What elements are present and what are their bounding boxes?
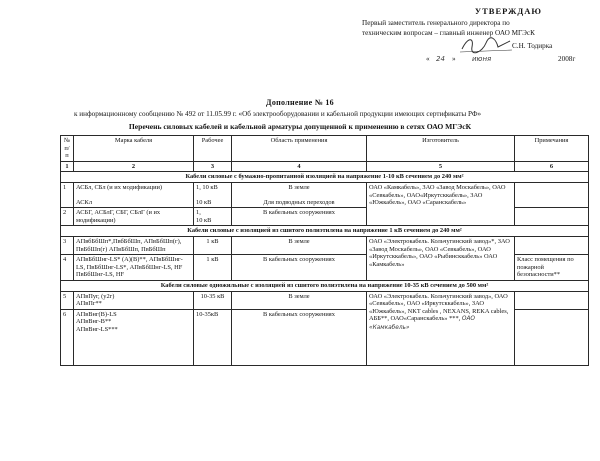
section-2-title: Кабели силовые с изоляцией из сшитого полиэтилена на напряжение 1 кВ сечением до 240 мм² [61, 226, 589, 237]
row-num: 6 [61, 309, 74, 365]
row-note [515, 291, 589, 309]
table-row [61, 291, 589, 309]
row-mark-line: АПвВнг-В** [76, 318, 112, 326]
date-open-quote: « [426, 55, 430, 63]
section-3-title: Кабели силовые одножильные с изоляцией из сшитого полиэтилена на напряжение 10-35 кВ сечением до 500 мм² [61, 280, 589, 291]
row-num: 4 [61, 255, 74, 281]
col-number: 4 [232, 161, 367, 172]
row-area: В земле [232, 236, 367, 254]
col-number: 6 [515, 161, 589, 172]
table-row [61, 182, 589, 207]
date-close-quote: » [452, 55, 456, 63]
row-maker [367, 291, 515, 365]
row-num: 3 [61, 236, 74, 254]
signature-icon [458, 35, 514, 55]
row-mark: АПвБбШнг-LS* (А)(В)**, АПвБбШнг-LS, ПвБбШнг-LS*, АПвБбШнг-LS, HF ПвБбШнг-LS, HF [74, 255, 194, 281]
row-voltage [194, 182, 232, 207]
row-voltage: 1 кВ [194, 236, 232, 254]
section-row [61, 280, 589, 291]
row-maker: ОАО «Электрокабель. Кольчугинский завод»*, ЗАО «Завод Москабель», ОАО «Севкабель», ОАО «Иркутсккабель», ОАО «Рыбинсккабель» ОАО «Камкабель» [367, 236, 515, 280]
row-maker-text: ОАО «Электрокабель. Кольчугинский завод», ОАО «Севкабель», ОАО «Иркутсккабель», ЗАО «Южкабель», NKT cables , NEXANS, REKA cables, АББ**, ОАО«Саранскабель» ***, [369, 292, 509, 323]
row-mark: АПвбБбШп*,ПвбБбШп, АПвБбШп(г), ПвБбШп(г) АПвБбШп, ПвБбШп [74, 236, 194, 254]
row-mark-line: АПвПг** [76, 300, 102, 308]
row-area-line: Для подводных переходов [263, 198, 335, 206]
row-voltage [194, 208, 232, 226]
approval-line-1: Первый заместитель генерального директора по [362, 19, 510, 27]
header-voltage: Рабочее [194, 136, 232, 162]
row-num: 2 [61, 208, 74, 226]
row-area: В кабельных сооружениях [232, 208, 367, 226]
header-note: Примечания [515, 136, 589, 162]
col-number: 1 [61, 161, 74, 172]
row-mark [74, 309, 194, 365]
row-voltage: 10-35 кВ [194, 291, 232, 309]
row-mark [74, 182, 194, 207]
row-mark: АСБГ, АСБлГ, СБГ, СБлГ (и их модификации) [74, 208, 194, 226]
date-month: июня [472, 55, 492, 63]
section-1-title: Кабели силовые с бумажно-пропитанной изоляцией на напряжение 1-10 кВ сечением до 240 мм² [61, 172, 589, 183]
row-voltage-line: 10 кВ [196, 198, 212, 206]
table-row [61, 236, 589, 254]
row-note [515, 309, 589, 365]
row-note: Класс помещения по пожарной безопасности** [515, 255, 589, 281]
date-year: 2008г [558, 55, 576, 63]
signature-row [362, 41, 590, 53]
row-voltage-line: 1, [196, 209, 201, 217]
reference-line: к информационному сообщению № 492 от 11.05.99 г. «Об электрооборудовании и кабельной продукции имеющих сертификаты РФ» [74, 110, 482, 118]
approval-title: УТВЕРЖДАЮ [474, 6, 542, 16]
row-area: В кабельных сооружениях [232, 255, 367, 281]
col-number: 5 [367, 161, 515, 172]
section-row [61, 226, 589, 237]
row-mark-line: АСБл, СБл (и их модификации) [76, 183, 163, 191]
row-mark-line: АПвВнг-LS*** [76, 325, 118, 333]
row-voltage: 1 кВ [194, 255, 232, 281]
approval-block [362, 6, 590, 65]
row-maker: ОАО «Камкабель», ЗАО «Завод Москабель», ОАО «Севкабель», ОАО«Иркутсккабель», ЗАО «Южкабель», ОАО «Саранскабель» [367, 182, 515, 225]
row-area: В кабельных сооружениях [232, 309, 367, 365]
row-voltage-line: 10 кВ [196, 216, 212, 224]
row-mark-line: АСКл [76, 198, 93, 206]
table-header-row [61, 136, 589, 162]
handwritten-annotation: ОАО «Камкабель» [369, 316, 475, 331]
signature-name: С.Н. Тодирка [512, 42, 553, 50]
row-voltage: 10-35кВ [194, 309, 232, 365]
document-title: Дополнение № 16 [266, 98, 334, 107]
list-title: Перечень силовых кабелей и кабельной арматуры допущенной к применению в сетях ОАО МГЭсК [128, 122, 472, 131]
cable-table [60, 135, 589, 366]
row-note [515, 182, 589, 207]
row-num: 1 [61, 182, 74, 207]
row-area [232, 182, 367, 207]
row-mark [74, 291, 194, 309]
col-number: 2 [74, 161, 194, 172]
header-num: № п/п [61, 136, 74, 162]
header-mark: Марка кабеля [74, 136, 194, 162]
header-maker: Изготовитель [367, 136, 515, 162]
approval-line-2: техническим вопросам – главный инженер ОАО МГЭсК [362, 29, 535, 37]
row-area: В земле [232, 291, 367, 309]
section-row [61, 172, 589, 183]
row-note [515, 236, 589, 254]
table-number-row [61, 161, 589, 172]
row-num: 5 [61, 291, 74, 309]
row-area-line: В земле [288, 183, 310, 191]
col-number: 3 [194, 161, 232, 172]
row-note [515, 208, 589, 226]
row-mark-line: АПвПуг, (у2г) [76, 292, 115, 300]
row-voltage-line: 1, 10 кВ [196, 183, 218, 191]
date-day: 24 [436, 55, 445, 63]
header-area: Область применения [232, 136, 367, 162]
approval-date [362, 54, 590, 65]
row-mark-line: АПвВнг(В)-LS [76, 310, 117, 318]
